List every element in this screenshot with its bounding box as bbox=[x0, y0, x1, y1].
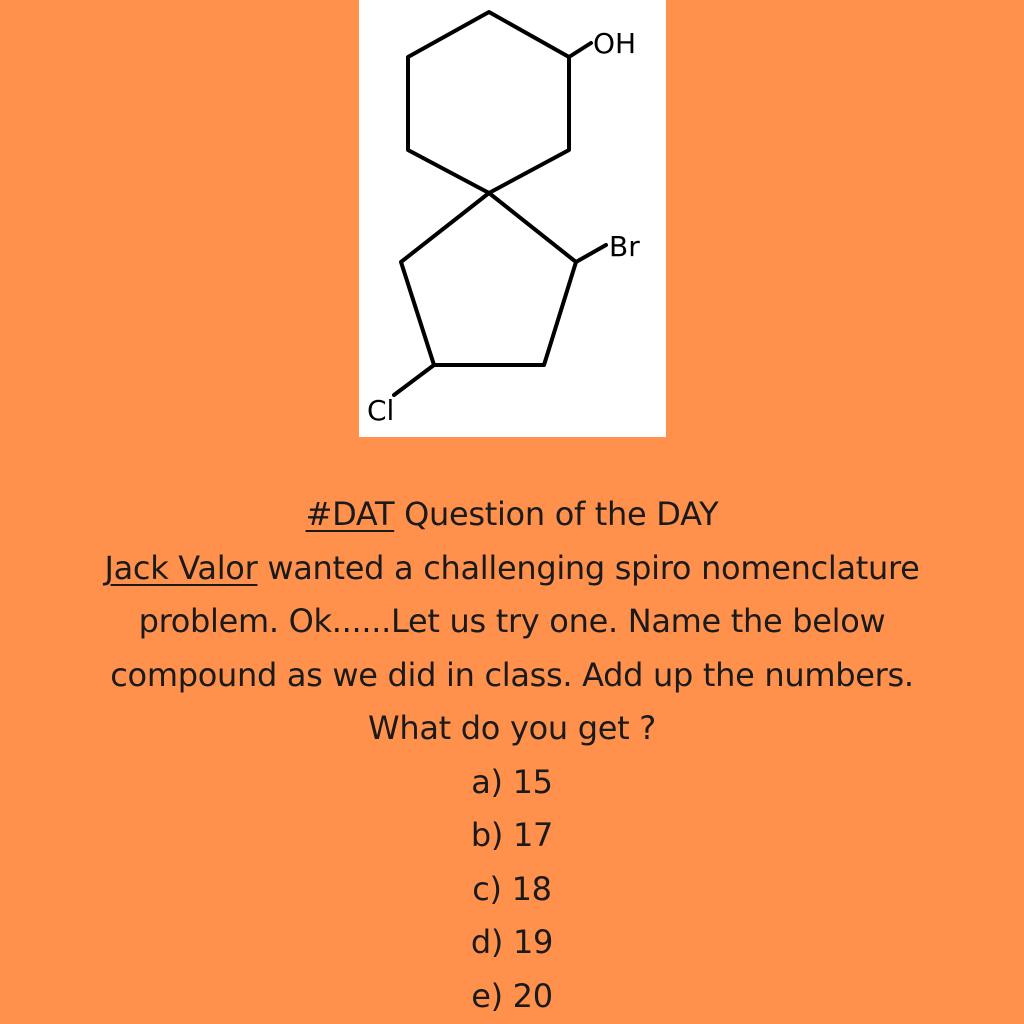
user-mention-link[interactable]: Jack Valor bbox=[104, 548, 258, 587]
oh-label: OH bbox=[593, 27, 637, 60]
answer-option-a: a) 15 bbox=[471, 762, 553, 801]
bromo-bond bbox=[576, 245, 606, 262]
br-label: Br bbox=[609, 230, 640, 263]
hashtag-link[interactable]: #DAT bbox=[305, 495, 395, 533]
answer-option-b: b) 17 bbox=[470, 816, 554, 854]
answer-option-e: e) 20 bbox=[471, 976, 553, 1015]
question-line-4: compound as we did in class. Add up the numbers. bbox=[110, 655, 914, 694]
answer-option-d: d) 19 bbox=[470, 923, 554, 961]
title-rest: Question of the DAY bbox=[394, 495, 719, 533]
line2-rest: wanted a challenging spiro nomenclature bbox=[257, 548, 920, 587]
question-title bbox=[0, 488, 1024, 542]
hydroxyl-bond bbox=[569, 43, 591, 57]
cyclopentane-ring bbox=[401, 193, 576, 365]
chloro-bond bbox=[394, 365, 434, 395]
question-line-5: What do you get ? bbox=[368, 709, 656, 747]
question-line-2 bbox=[0, 542, 1024, 596]
answer-option-c: c) 18 bbox=[472, 869, 552, 908]
question-text bbox=[0, 488, 1024, 1023]
spiro-structure-diagram bbox=[359, 0, 666, 437]
cl-label: Cl bbox=[367, 394, 395, 427]
question-line-3: problem. Ok......Let us try one. Name the below bbox=[138, 602, 886, 640]
cyclohexane-ring bbox=[408, 12, 569, 193]
structure-panel bbox=[359, 0, 666, 437]
